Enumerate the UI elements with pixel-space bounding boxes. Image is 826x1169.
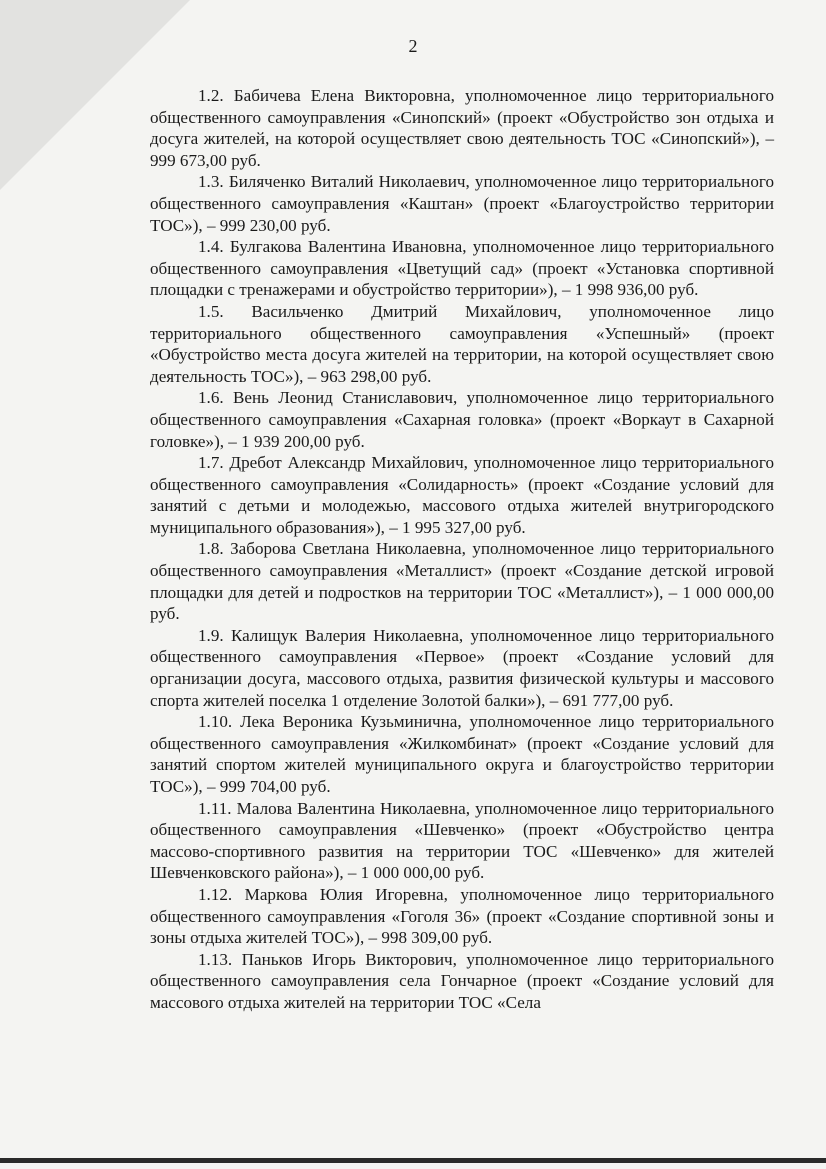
entry-1-2: 1.2. Бабичева Елена Викторовна, уполномоченное лицо территориального общественного самоуправления «Синопский» (проект «Обустройство зон отдыха и досуга жителей, на которой осуществляет свою деятельность ТОС «Синопский»), – 999 673,00 руб. bbox=[150, 86, 774, 170]
entry-1-4: 1.4. Булгакова Валентина Ивановна, уполномоченное лицо территориального общественного самоуправления «Цветущий сад» (проект «Установка спортивной площадки с тренажерами и обустройство территории»), – 1 998 936,00 руб. bbox=[150, 237, 774, 300]
page-number: 2 bbox=[408, 36, 418, 56]
entry-1-3: 1.3. Биляченко Виталий Николаевич, уполномоченное лицо территориального общественного самоуправления «Каштан» (проект «Благоустройство территории ТОС»), – 999 230,00 руб. bbox=[150, 172, 774, 235]
entry-1-13: 1.13. Паньков Игорь Викторович, уполномоченное лицо территориального общественного самоуправления села Гончарное (проект «Создание условий для массового отдыха жителей на территории ТОС «Села bbox=[150, 949, 774, 1012]
entry-1-10: 1.10. Лека Вероника Кузьминична, уполномоченное лицо территориального общественного самоуправления «Жилкомбинат» (проект «Создание условий для занятий спортом жителей муниципального округа и благоустройство территории ТОС»), – 999 704,00 руб. bbox=[150, 712, 774, 796]
document-body bbox=[150, 85, 774, 1014]
entry-1-9: 1.9. Калищук Валерия Николаевна, уполномоченное лицо территориального общественного самоуправления «Первое» (проект «Создание условий для организации досуга, массового отдыха, развития физической культуры и массового спорта жителей поселка 1 отделение Золотой балки»), – 691 777,00 руб. bbox=[150, 625, 774, 710]
entry-1-8: 1.8. Заборова Светлана Николаевна, уполномоченное лицо территориального общественного самоуправления «Металлист» (проект «Создание детской игровой площадки для детей и подростков на территории ТОС «Металлист»), – 1 000 000,00 руб. bbox=[150, 539, 774, 624]
scan-bottom-edge bbox=[0, 1158, 826, 1163]
entry-1-12: 1.12. Маркова Юлия Игоревна, уполномоченное лицо территориального общественного самоуправления «Гоголя 36» (проект «Создание спортивной зоны и зоны отдыха жителей ТОС»), – 998 309,00 руб. bbox=[150, 884, 774, 948]
entry-1-11: 1.11. Малова Валентина Николаевна, уполномоченное лицо территориального общественного самоуправления «Шевченко» (проект «Обустройство центра массово-спортивного развития на территории ТОС «Шевченко» для жителей Шевченковского района»), – 1 000 000,00 руб. bbox=[150, 798, 774, 883]
entry-1-7: 1.7. Дребот Александр Михайлович, уполномоченное лицо территориального общественного самоуправления «Солидарность» (проект «Создание условий для занятий с детьми и молодежью, массового отдыха жителей внутригородского муниципального образования»), – 1 995 327,00 руб. bbox=[150, 453, 774, 537]
entry-1-6: 1.6. Вень Леонид Станиславович, уполномоченное лицо территориального общественного самоуправления «Сахарная головка» (проект «Воркаут в Сахарной головке»), – 1 939 200,00 руб. bbox=[150, 388, 774, 451]
entry-1-5: 1.5. Васильченко Дмитрий Михайлович, уполномоченное лицо территориального общественного самоуправления «Успешный» (проект «Обустройство места досуга жителей на территории, на которой осуществляет свою деятельность ТОС»), – 963 298,00 руб. bbox=[150, 301, 774, 386]
